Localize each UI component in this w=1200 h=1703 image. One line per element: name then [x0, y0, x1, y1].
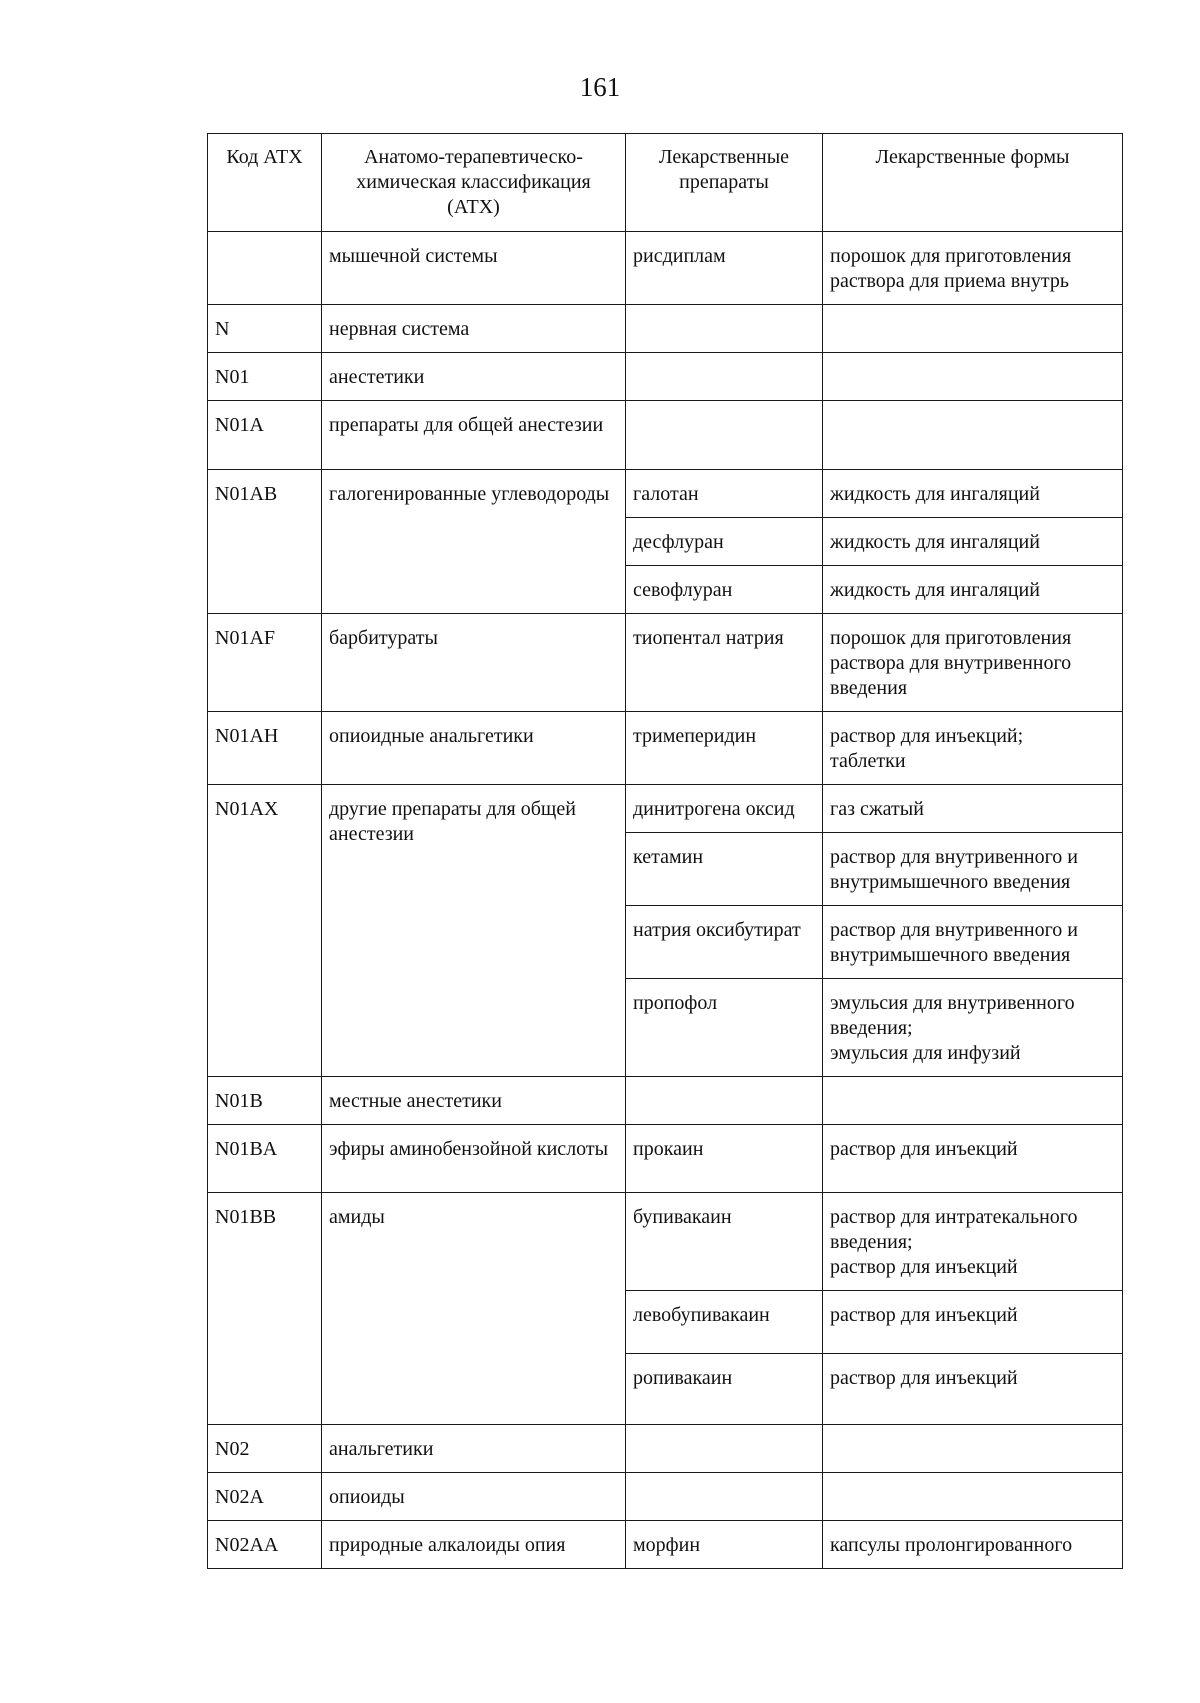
- dosage-form-line: жидкость для ингаляций: [830, 531, 1040, 553]
- atx-code-cell: N01: [208, 353, 322, 401]
- atx-code-cell: N02A: [208, 1473, 322, 1521]
- dosage-form-cell: [823, 470, 1123, 518]
- dosage-form-cell: [823, 305, 1123, 353]
- atx-code-cell: N02: [208, 1425, 322, 1473]
- dosage-form-cell: [823, 566, 1123, 614]
- table-row: [208, 614, 1123, 712]
- drug-cell: севофлуран: [626, 566, 823, 614]
- drug-cell: пропофол: [626, 979, 823, 1077]
- table-row: [208, 785, 1123, 833]
- atx-drug-table: [207, 133, 1123, 1569]
- table-row: [208, 470, 1123, 518]
- atx-code-cell: N02AA: [208, 1521, 322, 1569]
- drug-cell: [626, 1473, 823, 1521]
- dosage-form-cell: [823, 518, 1123, 566]
- drug-cell: [626, 1425, 823, 1473]
- drug-cell: тримеперидин: [626, 712, 823, 785]
- atx-code-cell: N01AX: [208, 785, 322, 1077]
- drug-cell: [626, 305, 823, 353]
- header-dosage-forms: Лекарственные формы: [823, 134, 1123, 232]
- table-header-row: [208, 134, 1123, 232]
- dosage-form-cell: [823, 1291, 1123, 1354]
- classification-cell: барбитураты: [322, 614, 626, 712]
- drug-cell: галотан: [626, 470, 823, 518]
- drug-cell: [626, 353, 823, 401]
- dosage-form-cell: [823, 785, 1123, 833]
- dosage-form-line: эмульсия для внутривенного введения;: [830, 992, 1075, 1039]
- table-row: [208, 1077, 1123, 1125]
- classification-cell: анестетики: [322, 353, 626, 401]
- drug-cell: кетамин: [626, 833, 823, 906]
- dosage-form-cell: [823, 979, 1123, 1077]
- drug-cell: ропивакаин: [626, 1354, 823, 1425]
- dosage-form-cell: [823, 833, 1123, 906]
- dosage-form-cell: [823, 1077, 1123, 1125]
- drug-cell: левобупивакаин: [626, 1291, 823, 1354]
- dosage-form-cell: [823, 1521, 1123, 1569]
- classification-cell: опиоидные анальгетики: [322, 712, 626, 785]
- classification-cell: амиды: [322, 1193, 626, 1425]
- drug-cell: морфин: [626, 1521, 823, 1569]
- classification-cell: мышечной системы: [322, 232, 626, 305]
- dosage-form-line: жидкость для ингаляций: [830, 579, 1040, 601]
- dosage-form-line: таблетки: [830, 750, 906, 772]
- drug-cell: десфлуран: [626, 518, 823, 566]
- classification-cell: анальгетики: [322, 1425, 626, 1473]
- dosage-form-cell: [823, 232, 1123, 305]
- dosage-form-line: жидкость для ингаляций: [830, 483, 1040, 505]
- header-drugs: Лекарственные препараты: [626, 134, 823, 232]
- dosage-form-line: эмульсия для инфузий: [830, 1042, 1021, 1064]
- classification-cell: природные алкалоиды опия: [322, 1521, 626, 1569]
- drug-cell: бупивакаин: [626, 1193, 823, 1291]
- drug-cell: натрия оксибутират: [626, 906, 823, 979]
- table-row: [208, 1125, 1123, 1193]
- dosage-form-cell: [823, 712, 1123, 785]
- atx-code-cell: N01B: [208, 1077, 322, 1125]
- dosage-form-cell: [823, 906, 1123, 979]
- dosage-form-line: раствор для инъекций;: [830, 725, 1024, 747]
- atx-code-cell: N: [208, 305, 322, 353]
- dosage-form-cell: [823, 353, 1123, 401]
- table-row: [208, 353, 1123, 401]
- table-row: [208, 1473, 1123, 1521]
- atx-code-cell: N01BB: [208, 1193, 322, 1425]
- atx-code-cell: [208, 232, 322, 305]
- dosage-form-cell: [823, 614, 1123, 712]
- table-row: [208, 1425, 1123, 1473]
- drug-cell: тиопентал натрия: [626, 614, 823, 712]
- table-row: [208, 305, 1123, 353]
- table-row: [208, 712, 1123, 785]
- classification-cell: галогенированные углеводороды: [322, 470, 626, 614]
- dosage-form-line: раствор для инъекций: [830, 1367, 1018, 1389]
- table-row: [208, 1521, 1123, 1569]
- drug-cell: динитрогена оксид: [626, 785, 823, 833]
- table-row: [208, 1193, 1123, 1291]
- drug-cell: рисдиплам: [626, 232, 823, 305]
- drug-cell: прокаин: [626, 1125, 823, 1193]
- dosage-form-cell: [823, 401, 1123, 470]
- atx-code-cell: N01AB: [208, 470, 322, 614]
- dosage-form-line: раствор для инъекций: [830, 1138, 1018, 1160]
- drug-cell: [626, 1077, 823, 1125]
- header-atx-code: Код АТХ: [208, 134, 322, 232]
- atx-code-cell: N01AF: [208, 614, 322, 712]
- dosage-form-line: раствор для внутривенного и внутримышечного введения: [830, 846, 1079, 893]
- dosage-form-line: раствор для внутривенного и внутримышечного введения: [830, 919, 1079, 966]
- table-row: [208, 232, 1123, 305]
- atx-code-cell: N01AH: [208, 712, 322, 785]
- drug-cell: [626, 401, 823, 470]
- page-number: 161: [579, 72, 621, 102]
- dosage-form-line: капсулы пролонгированного: [830, 1534, 1073, 1556]
- classification-cell: другие препараты для общей анестезии: [322, 785, 626, 1077]
- dosage-form-cell: [823, 1425, 1123, 1473]
- table-body: [208, 232, 1123, 1569]
- dosage-form-cell: [823, 1354, 1123, 1425]
- atx-code-cell: N01A: [208, 401, 322, 470]
- dosage-form-line: раствор для инъекций: [830, 1304, 1018, 1326]
- dosage-form-line: порошок для приготовления раствора для внутривенного введения: [830, 627, 1072, 699]
- header-atx-classification: Анатомо-терапевтическо-химическая классификация (АТХ): [322, 134, 626, 232]
- dosage-form-cell: [823, 1125, 1123, 1193]
- classification-cell: нервная система: [322, 305, 626, 353]
- classification-cell: эфиры аминобензойной кислоты: [322, 1125, 626, 1193]
- classification-cell: местные анестетики: [322, 1077, 626, 1125]
- dosage-form-line: раствор для интратекального введения;: [830, 1206, 1078, 1253]
- classification-cell: опиоиды: [322, 1473, 626, 1521]
- dosage-form-cell: [823, 1473, 1123, 1521]
- classification-cell: препараты для общей анестезии: [322, 401, 626, 470]
- dosage-form-line: порошок для приготовления раствора для приема внутрь: [830, 245, 1072, 292]
- dosage-form-line: газ сжатый: [830, 798, 924, 820]
- dosage-form-cell: [823, 1193, 1123, 1291]
- dosage-form-line: раствор для инъекций: [830, 1256, 1018, 1278]
- table-row: [208, 401, 1123, 470]
- atx-code-cell: N01BA: [208, 1125, 322, 1193]
